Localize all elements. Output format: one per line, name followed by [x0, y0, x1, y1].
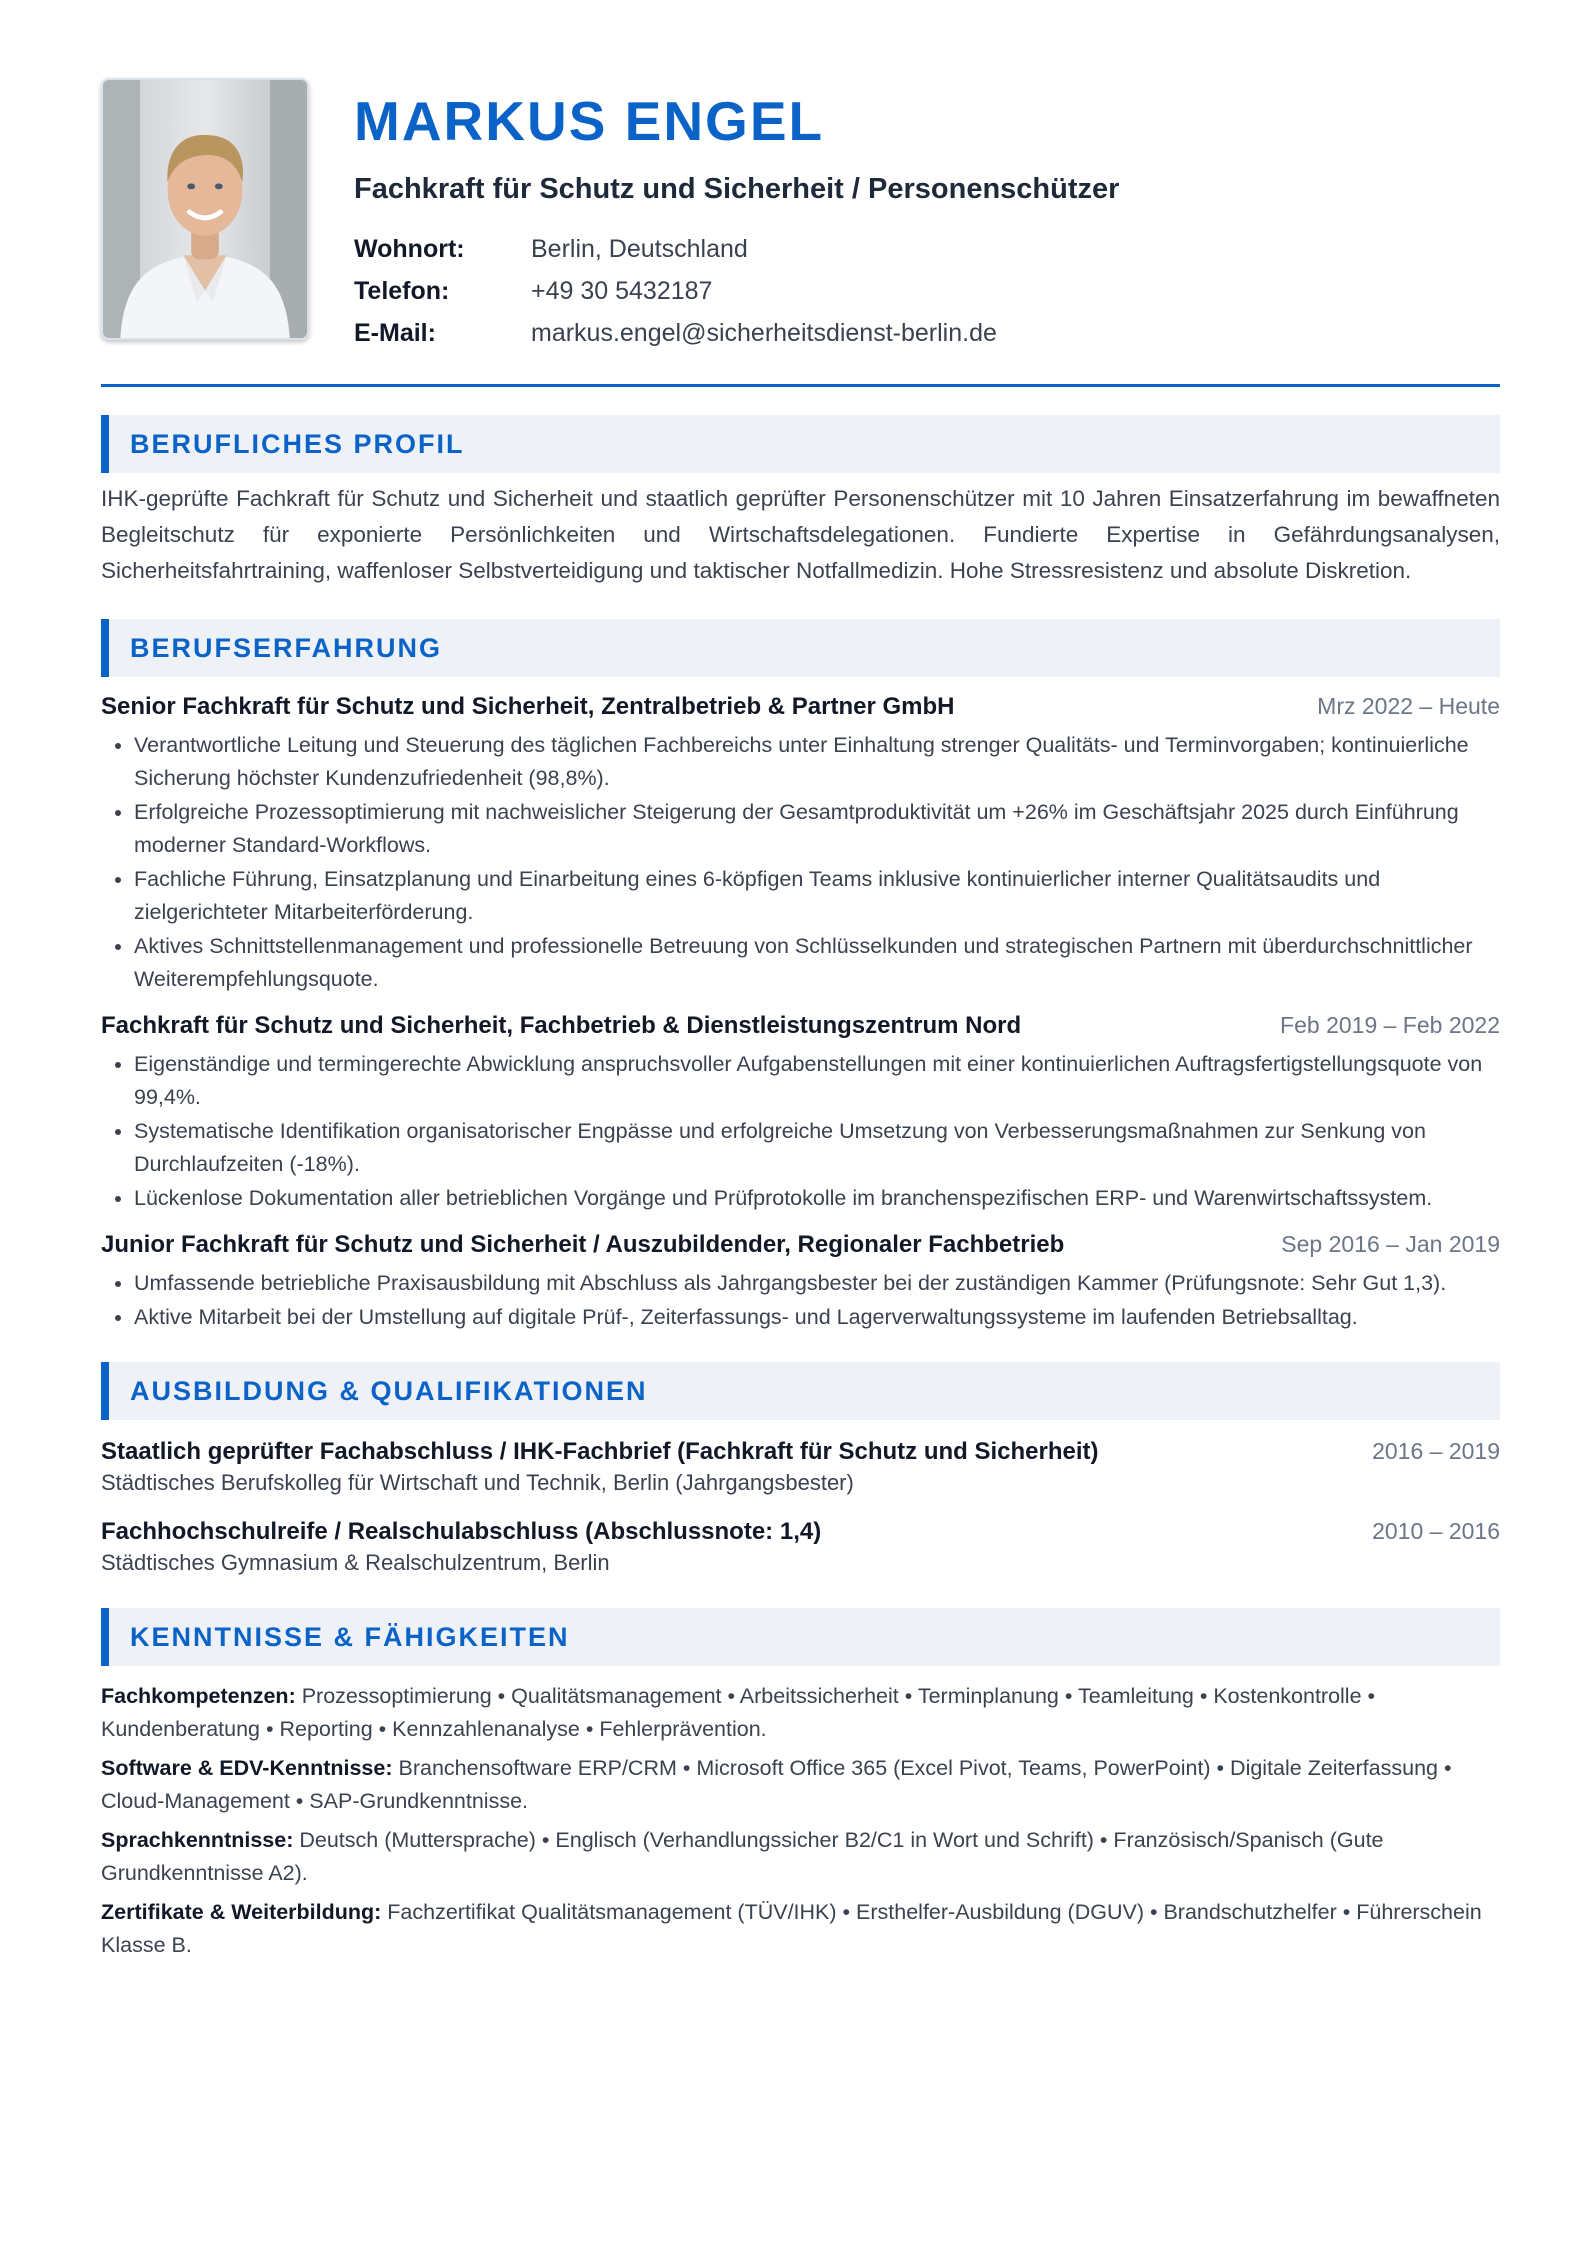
skill-label: Software & EDV-Kenntnisse: [101, 1756, 399, 1780]
job-bullet: • Erfolgreiche Prozessoptimierung mit nachweislicher Steigerung der Gesamtproduktivität um +26% im Geschäftsjahr 2025 durch Einführung moderner Standard-Workflows. [134, 796, 1500, 862]
skill-text: Prozessoptimierung • Qualitätsmanagement • Arbeitssicherheit • Terminplanung • Teamleitung • Kostenkontrolle • Kundenberatung • Reporting • Kennzahlenanalyse • Fehlerprävention. [101, 1684, 1376, 1741]
education-entry [101, 1518, 1500, 1580]
education-header [101, 1518, 1500, 1546]
job-bullet: • Aktive Mitarbeit bei der Umstellung auf digitale Prüf-, Zeiterfassungs- und Lagerverwaltungssysteme im laufenden Betriebsalltag. [134, 1301, 1500, 1334]
contact-phone [354, 270, 1119, 312]
section-heading-profile [101, 415, 1500, 473]
contact-location [354, 228, 1119, 270]
skill-text: Deutsch (Muttersprache) • Englisch (Verhandlungssicher B2/C1 in Wort und Schrift) • Französisch/Spanisch (Gute Grundkenntnisse A2). [101, 1828, 1384, 1885]
degree-title: Fachhochschulreife / Realschulabschluss (Abschlussnote: 1,4) [101, 1518, 822, 1545]
education-date: 2016 – 2019 [1372, 1438, 1500, 1464]
experience-header [101, 693, 1500, 721]
section-title: KENNTNISSE & FÄHIGKEITEN [130, 1621, 570, 1652]
experience-header [101, 1231, 1500, 1259]
email-link[interactable]: markus.engel@sicherheitsdienst-berlin.de [531, 319, 997, 347]
header-info [354, 78, 1119, 354]
contact-value: Berlin, Deutschland [531, 235, 748, 263]
contact-label: E-Mail: [354, 319, 436, 347]
resume-header [101, 78, 1500, 354]
section-title: AUSBILDUNG & QUALIFIKATIONEN [130, 1375, 648, 1406]
section-heading-education [101, 1362, 1500, 1420]
job-bullet: • Verantwortliche Leitung und Steuerung des täglichen Fachbereichs unter Einhaltung strenger Qualitäts- und Terminvorgaben; kontinuierliche Sicherung höchster Kundenzufriedenheit (98,8%). [134, 729, 1500, 795]
experience-entry [101, 1012, 1500, 1215]
section-heading-skills [101, 1608, 1500, 1666]
header-divider [101, 384, 1500, 387]
skill-text: Branchensoftware ERP/CRM • Microsoft Office 365 (Excel Pivot, Teams, PowerPoint) • Digitale Zeiterfassung • Cloud-Management • SAP-Grundkenntnisse. [101, 1756, 1452, 1813]
job-bullets [101, 729, 1500, 996]
school-name: Städtisches Berufskolleg für Wirtschaft und Technik, Berlin (Jahrgangsbester) [101, 1470, 854, 1495]
education-entry [101, 1438, 1500, 1500]
experience-header [101, 1012, 1500, 1040]
contact-email [354, 312, 1119, 354]
job-title: Senior Fachkraft für Schutz und Sicherheit, Zentralbetrieb & Partner GmbH [101, 693, 955, 720]
education-header [101, 1438, 1500, 1466]
job-title: Junior Fachkraft für Schutz und Sicherheit / Auszubildender, Regionaler Fachbetrieb [101, 1231, 1065, 1258]
section-title: BERUFSERFAHRUNG [130, 632, 443, 663]
skill-label: Fachkompetenzen: [101, 1684, 302, 1708]
experience-entry [101, 693, 1500, 996]
skill-group [101, 1824, 1500, 1890]
job-bullet: • Eigenständige und termingerechte Abwicklung anspruchsvoller Aufgabenstellungen mit einer kontinuierlichen Auftragsfertigstellungsquote von 99,4%. [134, 1048, 1500, 1114]
section-title: BERUFLICHES PROFIL [130, 428, 465, 459]
experience-entry [101, 1231, 1500, 1334]
job-bullet: • Lückenlose Dokumentation aller betrieblichen Vorgänge und Prüfprotokolle im branchenspezifischen ERP- und Warenwirtschaftssystem. [134, 1182, 1500, 1215]
job-date: Sep 2016 – Jan 2019 [1281, 1231, 1500, 1257]
contact-label: Telefon: [354, 277, 450, 305]
job-bullet: • Umfassende betriebliche Praxisausbildung mit Abschluss als Jahrgangsbester bei der zuständigen Kammer (Prüfungsnote: Sehr Gut 1,3). [134, 1267, 1500, 1300]
job-bullet: • Aktives Schnittstellenmanagement und professionelle Betreuung von Schlüsselkunden und strategischen Partnern mit überdurchschnittlicher Weiterempfehlungsquote. [134, 930, 1500, 996]
skill-group [101, 1752, 1500, 1818]
degree-title: Staatlich geprüfter Fachabschluss / IHK-Fachbrief (Fachkraft für Schutz und Sicherheit) [101, 1438, 1099, 1465]
skills-list [101, 1680, 1500, 1962]
profile-text: IHK-geprüfte Fachkraft für Schutz und Sicherheit und staatlich geprüfter Personenschützer mit 10 Jahren Einsatzerfahrung im bewaffneten Begleitschutz für exponierte Persönlichkeiten und Wirtschaftsdelegationen. Fundierte Expertise in Gefährdungsanalysen, Sicherheitsfahrtraining, waffenloser Selbstverteidigung und taktischer Notfallmedizin. Hohe Stressresistenz und absolute Diskretion. [101, 486, 1500, 583]
skill-text: Fachzertifikat Qualitätsmanagement (TÜV/IHK) • Ersthelfer-Ausbildung (DGUV) • Brandschutzhelfer • Führerschein Klasse B. [101, 1900, 1482, 1957]
job-bullet: • Systematische Identifikation organisatorischer Engpässe und erfolgreiche Umsetzung von Verbesserungsmaßnahmen zur Senkung von Durchlaufzeiten (-18%). [134, 1115, 1500, 1181]
candidate-name: MARKUS ENGEL [354, 90, 825, 152]
contact-label: Wohnort: [354, 235, 465, 263]
job-date: Feb 2019 – Feb 2022 [1280, 1012, 1500, 1038]
skill-group [101, 1680, 1500, 1746]
profile-photo [101, 78, 309, 340]
job-bullet: • Fachliche Führung, Einsatzplanung und Einarbeitung eines 6-köpfigen Teams inklusive kontinuierlicher interner Qualitätsaudits und zielgerichteter Mitarbeiterförderung. [134, 863, 1500, 929]
skill-label: Zertifikate & Weiterbildung: [101, 1900, 388, 1924]
contact-value: +49 30 5432187 [531, 277, 713, 305]
job-bullets [101, 1048, 1500, 1215]
job-title: Fachkraft für Schutz und Sicherheit, Fachbetrieb & Dienstleistungszentrum Nord [101, 1012, 1022, 1039]
education-date: 2010 – 2016 [1372, 1518, 1500, 1544]
candidate-title: Fachkraft für Schutz und Sicherheit / Personenschützer [354, 173, 1120, 205]
skill-label: Sprachkenntnisse: [101, 1828, 300, 1852]
skill-group [101, 1896, 1500, 1962]
section-heading-experience [101, 619, 1500, 677]
job-bullets [101, 1267, 1500, 1334]
school-name: Städtisches Gymnasium & Realschulzentrum, Berlin [101, 1550, 610, 1575]
job-date: Mrz 2022 – Heute [1317, 693, 1500, 719]
